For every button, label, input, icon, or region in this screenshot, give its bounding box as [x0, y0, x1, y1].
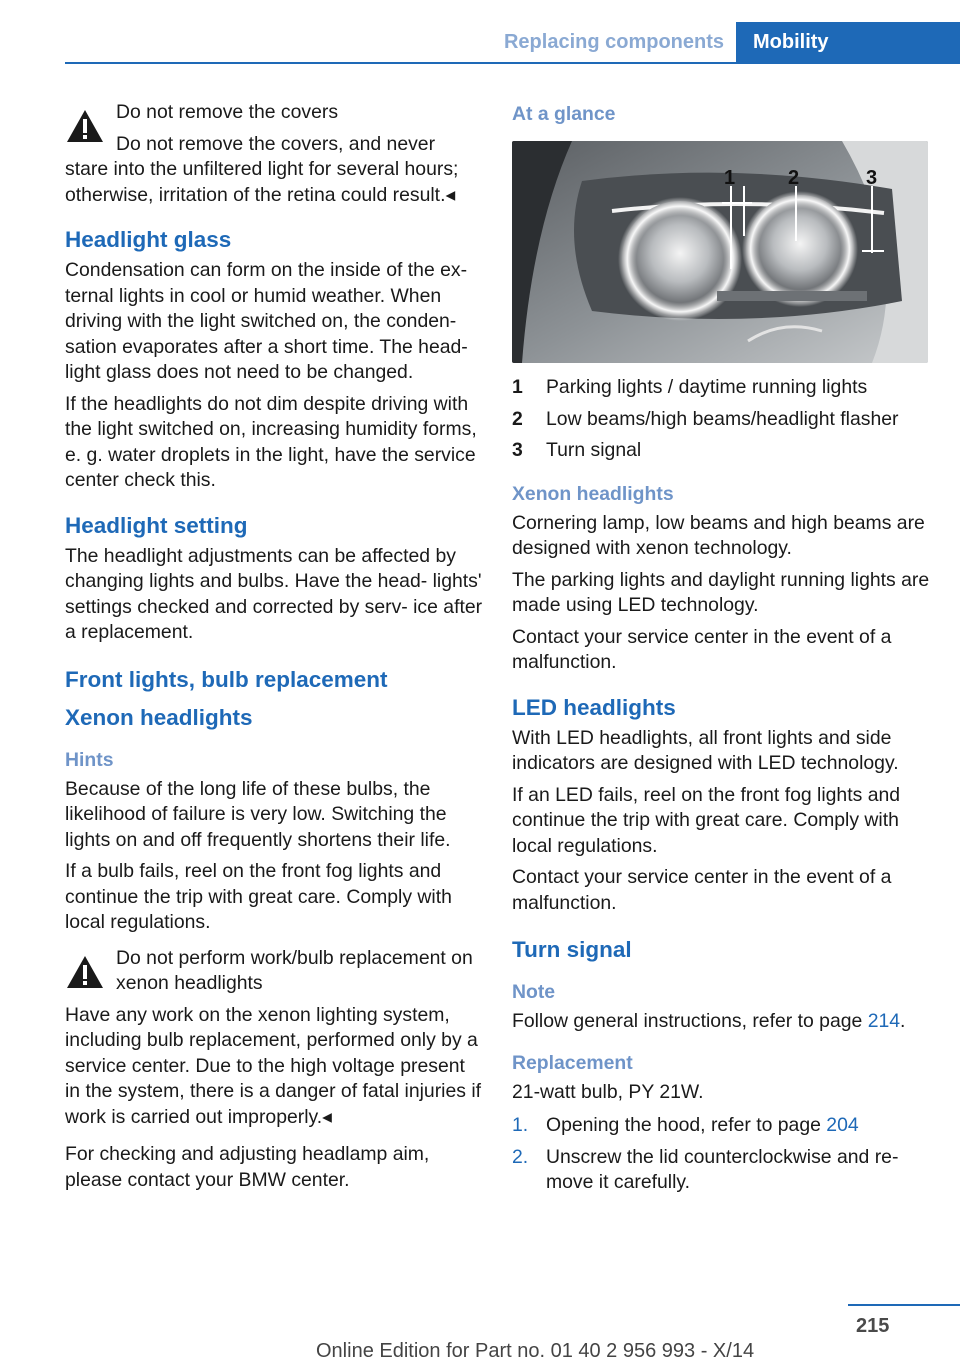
- legend-item: 1 Parking lights / daytime running lights: [512, 376, 868, 398]
- headlight-image: [512, 141, 928, 363]
- headlight-illustration: [512, 141, 928, 363]
- warning-text: Have any work on the xenon lighting system, including bulb replacement, performed only by a service center. Due to the high voltage present in the system, there is a danger of fatal injuries if work is carried out improperly.◂: [65, 1003, 482, 1128]
- legend-list: [512, 375, 932, 464]
- heading-xenon-headlights: Xenon headlights: [512, 482, 674, 505]
- warning-xenon: [65, 946, 483, 1131]
- paragraph: If a bulb fails, reel on the front fog lights and continue the trip with great care. Comply with local regulations.: [65, 860, 452, 933]
- header-rule: [65, 62, 960, 64]
- heading-at-a-glance: At a glance: [512, 103, 616, 125]
- footer-rule: [848, 1304, 960, 1306]
- page-link-214[interactable]: 214: [867, 1010, 901, 1032]
- warning-title: Do not remove the covers: [116, 101, 339, 123]
- page-header: [0, 0, 960, 64]
- heading-hints: Hints: [65, 748, 114, 771]
- step-item: 1. Opening the hood, refer to page 204: [512, 1114, 859, 1136]
- paragraph: Follow general instructions, refer to page 214.: [512, 1010, 906, 1032]
- paragraph: For checking and adjusting headlamp aim, please contact your BMW center.: [65, 1143, 430, 1191]
- warning-title: Do not perform work/bulb replacement on xenon headlights: [116, 946, 473, 994]
- paragraph: Because of the long life of these bulbs, the likelihood of failure is very low. Switching the lights on and off frequently shortens their life.: [65, 777, 451, 851]
- left-column: [65, 100, 483, 1199]
- edition-note: Online Edition for Part no. 01 40 2 956 993 - X/14: [316, 1340, 755, 1362]
- right-column: [512, 100, 932, 1202]
- paragraph: Condensation can form on the inside of the ex‐ ternal lights in cool or humid weather. When driving with the light switched on, the conden‐ sation evaporates after a short time. The head‐ light glass does not need to be changed.: [65, 259, 468, 383]
- page-number: 215: [856, 1315, 890, 1337]
- paragraph: Contact your service center in the event of a malfunction.: [512, 625, 892, 673]
- warning-covers: [65, 100, 483, 208]
- page-footer: [0, 1300, 960, 1362]
- heading-headlight-setting: Headlight setting: [65, 512, 248, 538]
- callout-1: 1: [724, 167, 736, 189]
- callout-3: 3: [866, 167, 878, 189]
- heading-replacement: Replacement: [512, 1051, 633, 1074]
- paragraph: The parking lights and daylight running lights are made using LED technology.: [512, 568, 930, 616]
- heading-front-lights: Front lights, bulb replacement: [65, 666, 388, 692]
- legend-item: 3 Turn signal: [512, 439, 642, 461]
- step-item: 2. Unscrew the lid counterclockwise and re‐ move it carefully.: [512, 1145, 899, 1193]
- warning-icon: [65, 108, 105, 144]
- section-title: Replacing components: [503, 31, 725, 53]
- paragraph: With LED headlights, all front lights and side indicators are designed with LED technology.: [512, 726, 899, 774]
- paragraph: If the headlights do not dim despite driving with the light switched on, increasing humidity forms, e. g. water droplets in the light, have the service center check this.: [65, 392, 477, 491]
- callout-2: 2: [788, 167, 800, 189]
- paragraph: The headlight adjustments can be affected by changing lights and bulbs. Have the head‐ lights' settings checked and corrected by serv‐ ice after a replacement.: [65, 544, 483, 643]
- paragraph: If an LED fails, reel on the front fog lights and continue the trip with great care. Comply with local regulations.: [512, 783, 901, 857]
- heading-xenon-headlights: Xenon headlights: [65, 704, 253, 730]
- paragraph: 21-watt bulb, PY 21W.: [512, 1080, 704, 1103]
- page-link-204[interactable]: 204: [826, 1114, 859, 1136]
- paragraph: Contact your service center in the event of a malfunction.: [512, 866, 892, 914]
- steps-list: [512, 1113, 932, 1196]
- legend-item: 2 Low beams/high beams/headlight flasher: [512, 407, 899, 430]
- heading-note: Note: [512, 981, 556, 1003]
- paragraph: Cornering lamp, low beams and high beams are designed with xenon technology.: [512, 511, 925, 559]
- heading-headlight-glass: Headlight glass: [65, 227, 232, 252]
- warning-text: Do not remove the covers, and never stare into the unfiltered light for several hours; otherwise, irritation of the retina could result.◂: [65, 132, 459, 206]
- warning-icon: [65, 954, 105, 990]
- heading-led-headlights: LED headlights: [512, 694, 676, 720]
- heading-turn-signal: Turn signal: [512, 937, 632, 962]
- chapter-tab: Mobility: [736, 22, 960, 62]
